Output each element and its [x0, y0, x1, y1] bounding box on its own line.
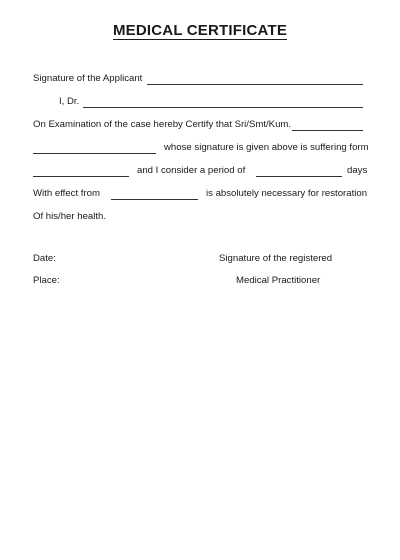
whose-signature-text: whose signature is given above is suffering form: [164, 142, 369, 153]
necessary-text: is absolutely necessary for restoration: [206, 188, 368, 199]
applicant-signature-label: Signature of the Applicant: [33, 73, 143, 84]
effect-date-blank[interactable]: [111, 199, 198, 200]
health-text: Of his/her health.: [33, 211, 107, 222]
applicant-signature-blank[interactable]: [147, 84, 363, 85]
period-blank[interactable]: [256, 176, 342, 177]
consider-period-text: and I consider a period of: [137, 165, 246, 176]
certificate-title-text: MEDICAL CERTIFICATE: [112, 22, 288, 39]
patient-name-continued-blank[interactable]: [33, 153, 156, 154]
practitioner-label: Medical Practitioner: [236, 275, 321, 286]
place-label: Place:: [33, 275, 60, 286]
date-label: Date:: [33, 253, 56, 264]
effect-from-text: With effect from: [33, 188, 100, 199]
patient-name-blank[interactable]: [292, 130, 363, 131]
examination-text: On Examination of the case hereby Certify that Sri/Smt/Kum.: [33, 119, 292, 130]
days-text: days: [347, 165, 368, 176]
doctor-name-blank[interactable]: [83, 107, 363, 108]
registered-signature-label: Signature of the registered: [219, 253, 333, 264]
doctor-label: I, Dr.: [59, 96, 80, 107]
illness-blank[interactable]: [33, 176, 129, 177]
certificate-title: [0, 22, 400, 39]
